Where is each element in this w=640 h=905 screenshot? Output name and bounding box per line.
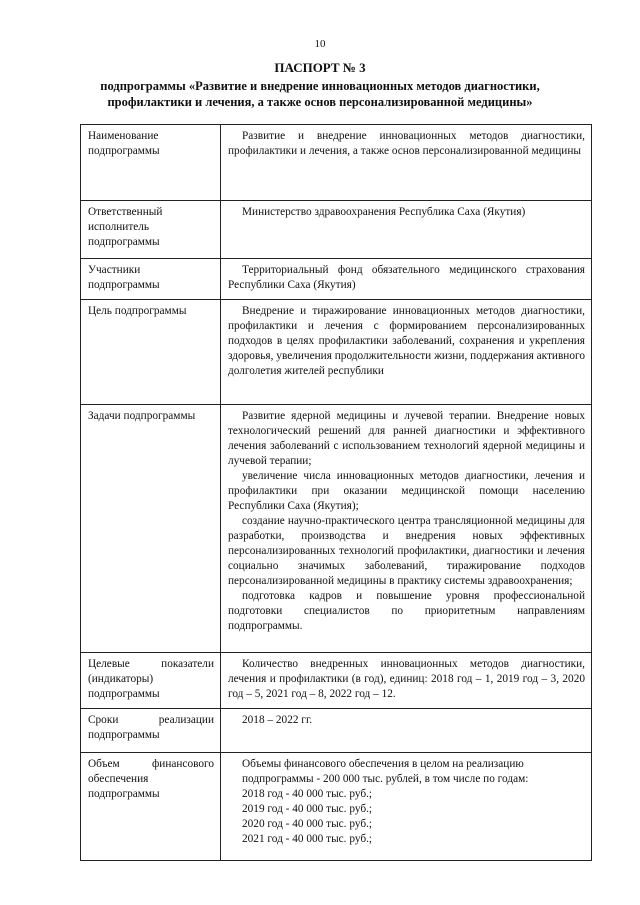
row-value [221, 405, 592, 653]
value-paragraph: подготовка кадров и повышение уровня профессиональной подготовки специалистов по приоритетным направлениям подпрограммы. [228, 590, 585, 632]
page-number: 10 [314, 38, 326, 50]
row-value [221, 300, 592, 405]
value-paragraph: Внедрение и тиражирование инновационных методов диагностики, профилактики и лечения с формированием персонализированных подходов в целях профилактики заболеваний, сохранения и укрепления здоровья, увеличения продолжительности жизни, поддержания активного долголетия жителей республики [228, 305, 585, 377]
row-label-text: Объем финансового обеспечения подпрограммы [88, 758, 214, 800]
value-paragraph: Министерство здравоохранения Республика Саха (Якутия) [242, 206, 526, 218]
row-label-text: Целевые показатели (индикаторы) подпрограммы [88, 658, 214, 700]
row-label: Задачи подпрограммы [81, 405, 221, 653]
row-label [81, 653, 221, 709]
value-paragraph: увеличение числа инновационных методов диагностики, лечения и профилактики при оказании медицинской помощи населению Республики Саха (Якутия); [228, 470, 585, 512]
row-label: Ответственный исполнитель подпрограммы [81, 201, 221, 259]
row-label [81, 753, 221, 861]
row-value [221, 709, 592, 753]
row-label: Наименование подпрограммы [81, 125, 221, 201]
finance-line: 2021 год - 40 000 тыс. руб.; [242, 833, 373, 845]
passport-subtitle: подпрограммы «Развитие и внедрение инновационных методов диагностики, профилактики и лечения, а также основ персонализированной медицины» [100, 79, 540, 109]
value-paragraph: Территориальный фонд обязательного медицинского страхования Республики Саха (Якутия) [228, 264, 585, 291]
row-value [221, 201, 592, 259]
table-row [81, 259, 592, 300]
table-row [81, 405, 592, 653]
row-value [221, 259, 592, 300]
finance-line: Объемы финансового обеспечения в целом на реализацию [242, 758, 524, 770]
table-row [81, 709, 592, 753]
row-label-text: Сроки реализации подпрограммы [88, 714, 214, 741]
row-value [221, 653, 592, 709]
finance-line: 2020 год - 40 000 тыс. руб.; [242, 818, 373, 830]
row-label [81, 709, 221, 753]
passport-table [80, 124, 592, 861]
passport-title: ПАСПОРТ № 3 [274, 60, 366, 75]
row-value [221, 753, 592, 861]
table-row [81, 753, 592, 861]
row-value [221, 125, 592, 201]
value-paragraph: Развитие и внедрение инновационных методов диагностики, профилактики и лечения, а также основ персонализированной медицины [228, 130, 585, 157]
row-label: Цель подпрограммы [81, 300, 221, 405]
value-paragraph: создание научно-практического центра трансляционной медицины для разработки, производства и внедрения новых эффективных персонализированных технологий профилактики, диагностики и лечения социально значимых заболеваний, тиражирование подходов персонализированной медицины в практику системы здравоохранения; [228, 515, 585, 587]
finance-line: подпрограммы - 200 000 тыс. рублей, в том числе по годам: [242, 773, 529, 785]
value-paragraph: Развитие ядерной медицины и лучевой терапии. Внедрение новых технологический решений для ранней диагностики и эффективного лечения заболеваний с использованием технологий ядерной медицины и лучевой терапии; [228, 410, 585, 467]
table-row [81, 300, 592, 405]
row-label: Участники подпрограммы [81, 259, 221, 300]
value-paragraph: Количество внедренных инновационных методов диагностики, лечения и профилактики (в год), единиц: 2018 год – 1, 2019 год – 3, 2020 год – 5, 2021 год – 8, 2022 год – 12. [228, 658, 585, 700]
finance-line: 2019 год - 40 000 тыс. руб.; [242, 803, 373, 815]
table-row [81, 653, 592, 709]
table-row [81, 201, 592, 259]
value-paragraph: 2018 – 2022 гг. [242, 714, 313, 726]
finance-line: 2018 год - 40 000 тыс. руб.; [242, 788, 373, 800]
table-row [81, 125, 592, 201]
